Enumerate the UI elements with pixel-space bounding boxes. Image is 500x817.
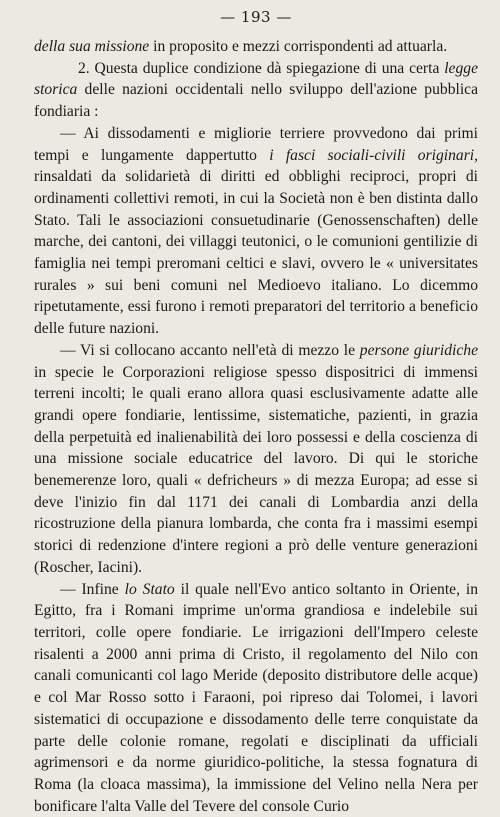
italic-phrase: persone giuridiche [359,341,478,359]
text-run: in specie le Corporazioni religiose spesso dispositrici di immensi terreni incolti; le quali erano allora quasi esclusivamente adatte alle grandi opere fondiarie, lentissime, sistematiche, pazienti, in grazia della perpetuità ed inalienabilità dei loro possessi e della coscienza di una missione sociale educatrice del lavoro. Di qui le storiche benemerenze loro, quali « defricheurs » di mezza Europa; ad esse si deve l'inizio fin dal 1171 dei canali di Lombardia anzi della ricostruzione della pianura lombarda, che conta fra i massimi esempi storici di redenzione d'intere regioni a prò delle venture generazioni (Roscher, Iacini). [34,363,478,576]
text-run: in proposito e mezzi corrispondenti ad attuarla. [149,38,448,55]
italic-phrase: legge storica [34,59,478,99]
text-run: delle nazioni occidentali nello sviluppo dell'azione pubblica fondiaria : [34,81,478,121]
italic-phrase: i fasci sociali-civili originari, [269,146,478,164]
paragraph-5 [34,579,478,817]
text-run: rinsaldati da solidarietà di diritti ed obblighi reciproci, propri di ordinamenti collettivi remoti, in cui la Società non è ben distinta dallo Stato. Tali le associazioni consuetudinarie (Genossenschaften) delle marche, dei cantoni, dei villaggi teutonici, o le comunioni gentilizie di famiglia nei tempi preromani celtici e slavi, ovvero le « universitates rurales » sui beni comuni nel Medioevo italiano. Lo dicemmo ripetutamente, essi furono i remoti preparatori del territorio a beneficio delle future nazioni. [34,168,478,338]
text-run: il quale nell'Evo antico soltanto in Oriente, in Egitto, fra i Romani imprime un'orma grandiosa e indelebile sui territori, colle opere fondiarie. Le irrigazioni dell'Impero celeste risalenti a 2000 anni prima di Cristo, il regolamento del Nilo con canali comunicanti col lago Meride (deposito distributore delle acque) e col Mar Rosso sotto i Faraoni, poi ripreso dai Tolomei, i lavori sistematici di occupazione e dissodamento delle terre conquistate da parte delle colonie romane, regolati e disciplinati da ufficiali agrimensori e da norme giuridico-politiche, la stessa fognatura di Roma (la cloaca massima), la immissione del Velino nella Nera per bonificare l'alta Valle del Tevere del console Curio [34,580,479,815]
page-body [34,36,478,817]
italic-phrase: della sua missione [34,38,150,55]
paragraph-4 [34,340,478,579]
text-run: 2. Questa duplice condizione dà spiegazione di una certa [78,59,445,77]
paragraph-3 [34,123,478,340]
italic-phrase: lo Stato [124,580,175,598]
text-run: — Infine [60,580,125,598]
text-run: — Vi si collocano accanto nell'età di mezzo le [60,341,360,359]
text-run: — Ai dissodamenti e migliorie terriere provvedono dai primi tempi e lungamente dappertutto [34,124,478,164]
page-number: — 193 — [220,8,292,26]
paragraph-2 [34,58,478,123]
paragraph-1 [34,36,478,58]
